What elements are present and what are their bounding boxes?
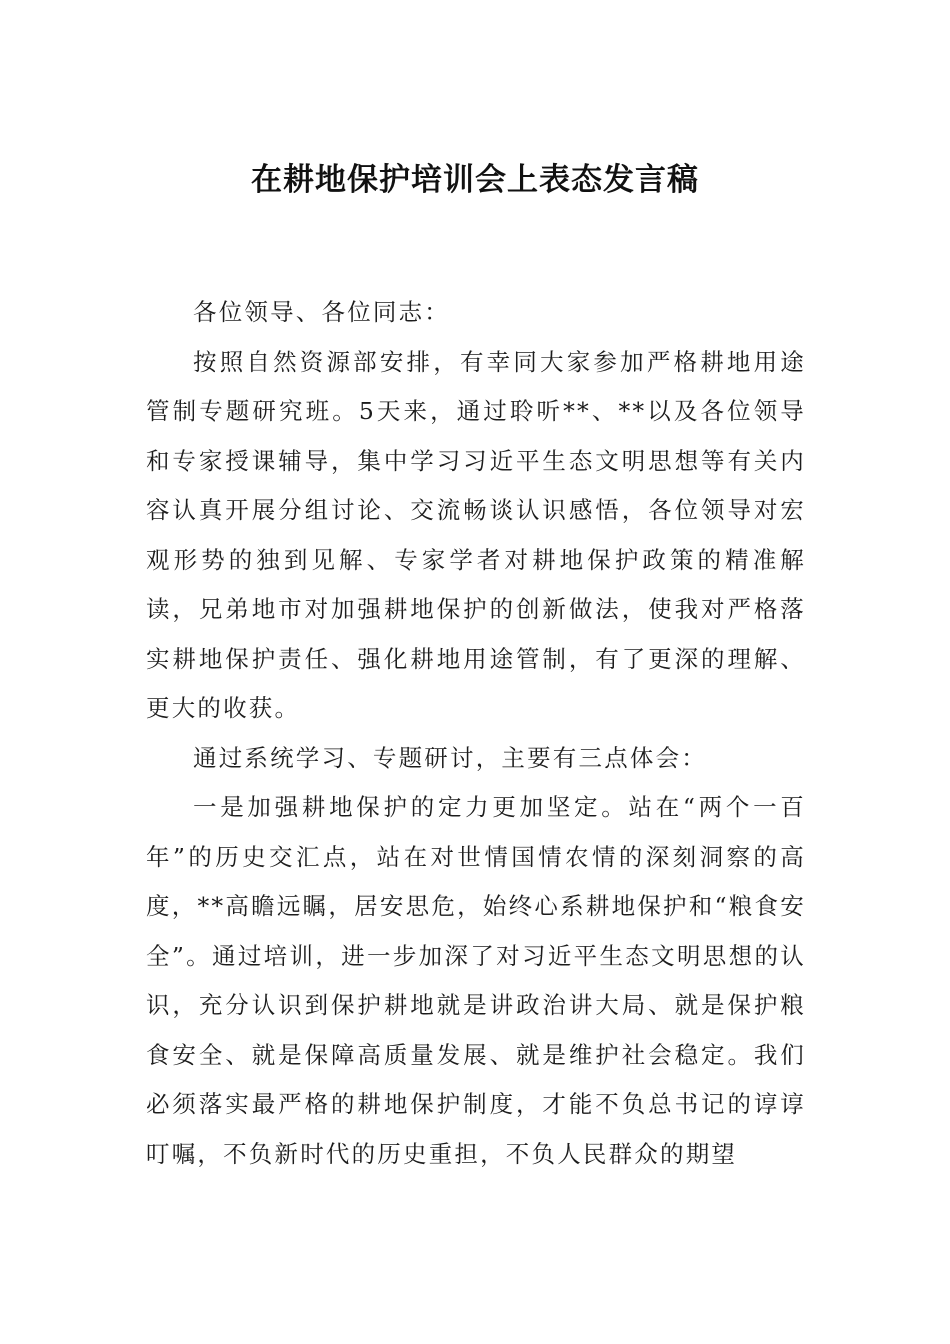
document-title: 在耕地保护培训会上表态发言稿	[251, 162, 699, 198]
point-one-paragraph: 一是加强耕地保护的定力更加坚定。站在“两个一百年”的历史交汇点，站在对世情国情农情的深刻洞察的高度，**高瞻远瞩，居安思危，始终心系耕地保护和“粮食安全”。通过培训，进一步加深了对习近平生态文明思想的认识，充分认识到保护耕地就是讲政治讲大局、就是保护粮食安全、就是保障高质量发展、就是维护社会稳定。我们必须落实最严格的耕地保护制度，才能不负总书记的谆谆叮嘱，不负新时代的历史重担，不负人民群众的期望	[146, 793, 806, 1168]
intro-paragraph: 按照自然资源部安排，有幸同大家参加严格耕地用途管制专题研究班。5天来，通过聆听**、**以及各位领导和专家授课辅导，集中学习习近平生态文明思想等有关内容认真开展分组讨论、交流畅谈认识感悟，各位领导对宏观形势的独到见解、专家学者对耕地保护政策的精准解读，兄弟地市对加强耕地保护的创新做法，使我对严格落实耕地保护责任、强化耕地用途管制，有了更深的理解、更大的收获。	[146, 347, 806, 722]
salutation-paragraph: 各位领导、各位同志：	[193, 298, 450, 326]
summary-paragraph: 通过系统学习、专题研讨，主要有三点体会：	[193, 743, 707, 772]
document-body	[146, 288, 806, 1179]
